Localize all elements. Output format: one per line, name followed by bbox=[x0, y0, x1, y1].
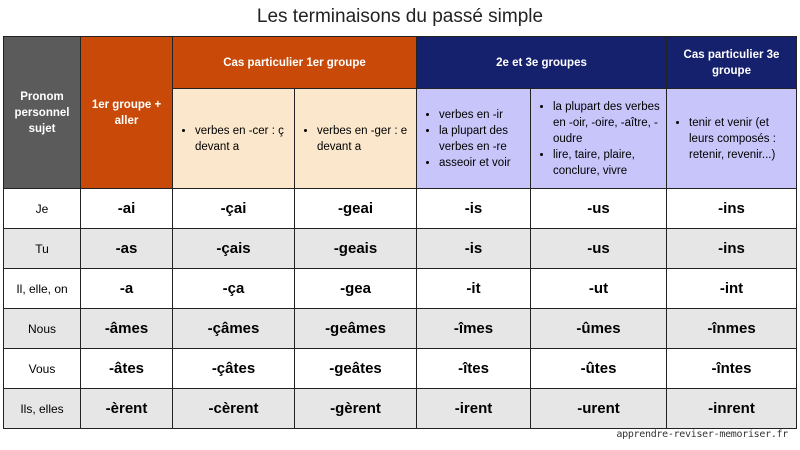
header-group1-special-label: Cas particulier 1er groupe bbox=[223, 56, 366, 69]
ending-cell: -us bbox=[531, 229, 667, 269]
site-watermark: apprendre-reviser-memoriser.fr bbox=[616, 429, 788, 440]
ending-cell: -çâmes bbox=[173, 309, 295, 349]
subheader-tenir bbox=[667, 89, 797, 189]
ending-cell: -îmes bbox=[417, 309, 531, 349]
ending-cell: -âtes bbox=[81, 349, 173, 389]
pronoun-cell: Il, elle, on bbox=[4, 269, 81, 309]
subheader-ir-re bbox=[417, 89, 531, 189]
table-row bbox=[4, 229, 797, 269]
subheader-cer bbox=[173, 89, 295, 189]
table-row bbox=[4, 389, 797, 429]
subheader-ir-re-item: • la plupart des verbes en -re bbox=[439, 123, 524, 155]
subheader-oir bbox=[531, 89, 667, 189]
conjugation-table bbox=[3, 36, 797, 429]
ending-cell: -ins bbox=[667, 229, 797, 269]
header-group3-special bbox=[667, 37, 797, 89]
ending-cell: -înmes bbox=[667, 309, 797, 349]
subheader-oir-item: • la plupart des verbes en -oir, -oire, -aître, -oudre bbox=[553, 99, 660, 147]
ending-cell: -as bbox=[81, 229, 173, 269]
header-group1-special bbox=[173, 37, 417, 89]
header-groups23 bbox=[417, 37, 667, 89]
pronoun-cell: Vous bbox=[4, 349, 81, 389]
subheader-ir-re-item: • asseoir et voir bbox=[439, 155, 524, 171]
header-pronoun-label: Pronom personnel sujet bbox=[14, 90, 70, 135]
ending-cell: -âmes bbox=[81, 309, 173, 349]
ending-cell: -ça bbox=[173, 269, 295, 309]
header-groups23-label: 2e et 3e groupes bbox=[496, 56, 587, 69]
ending-cell: -cèrent bbox=[173, 389, 295, 429]
ending-cell: -gèrent bbox=[295, 389, 417, 429]
pronoun-cell: Je bbox=[4, 189, 81, 229]
ending-cell: -int bbox=[667, 269, 797, 309]
ending-cell: -ûtes bbox=[531, 349, 667, 389]
ending-cell: -is bbox=[417, 229, 531, 269]
header-pronoun bbox=[4, 37, 81, 189]
ending-cell: -it bbox=[417, 269, 531, 309]
subheader-cer-item: • verbes en -cer : ç devant a bbox=[195, 123, 288, 155]
subheader-oir-item: • lire, taire, plaire, conclure, vivre bbox=[553, 147, 660, 179]
header-group3-special-label: Cas particulier 3e groupe bbox=[683, 48, 780, 77]
ending-cell: -èrent bbox=[81, 389, 173, 429]
ending-cell: -îtes bbox=[417, 349, 531, 389]
pronoun-cell: Tu bbox=[4, 229, 81, 269]
ending-cell: -geai bbox=[295, 189, 417, 229]
table-row bbox=[4, 349, 797, 389]
pronoun-cell: Ils, elles bbox=[4, 389, 81, 429]
ending-cell: -întes bbox=[667, 349, 797, 389]
ending-cell: -urent bbox=[531, 389, 667, 429]
ending-cell: -is bbox=[417, 189, 531, 229]
ending-cell: -çâtes bbox=[173, 349, 295, 389]
ending-cell: -çai bbox=[173, 189, 295, 229]
page-title: Les terminaisons du passé simple bbox=[256, 6, 544, 27]
ending-cell: -gea bbox=[295, 269, 417, 309]
ending-cell: -inrent bbox=[667, 389, 797, 429]
table-row bbox=[4, 309, 797, 349]
ending-cell: -çais bbox=[173, 229, 295, 269]
subheader-ger bbox=[295, 89, 417, 189]
ending-cell: -ins bbox=[667, 189, 797, 229]
ending-cell: -ûmes bbox=[531, 309, 667, 349]
ending-cell: -a bbox=[81, 269, 173, 309]
ending-cell: -ut bbox=[531, 269, 667, 309]
ending-cell: -geais bbox=[295, 229, 417, 269]
pronoun-cell: Nous bbox=[4, 309, 81, 349]
header-group1-label: 1er groupe + aller bbox=[91, 98, 162, 127]
table-row bbox=[4, 269, 797, 309]
header-group1 bbox=[81, 37, 173, 189]
subheader-ger-item: • verbes en -ger : e devant a bbox=[317, 123, 410, 155]
subheader-tenir-item: • tenir et venir (et leurs composés : retenir, revenir...) bbox=[689, 115, 790, 163]
subheader-ir-re-item: • verbes en -ir bbox=[439, 107, 524, 123]
ending-cell: -geâtes bbox=[295, 349, 417, 389]
ending-cell: -ai bbox=[81, 189, 173, 229]
ending-cell: -us bbox=[531, 189, 667, 229]
ending-cell: -geâmes bbox=[295, 309, 417, 349]
table-row bbox=[4, 189, 797, 229]
ending-cell: -irent bbox=[417, 389, 531, 429]
